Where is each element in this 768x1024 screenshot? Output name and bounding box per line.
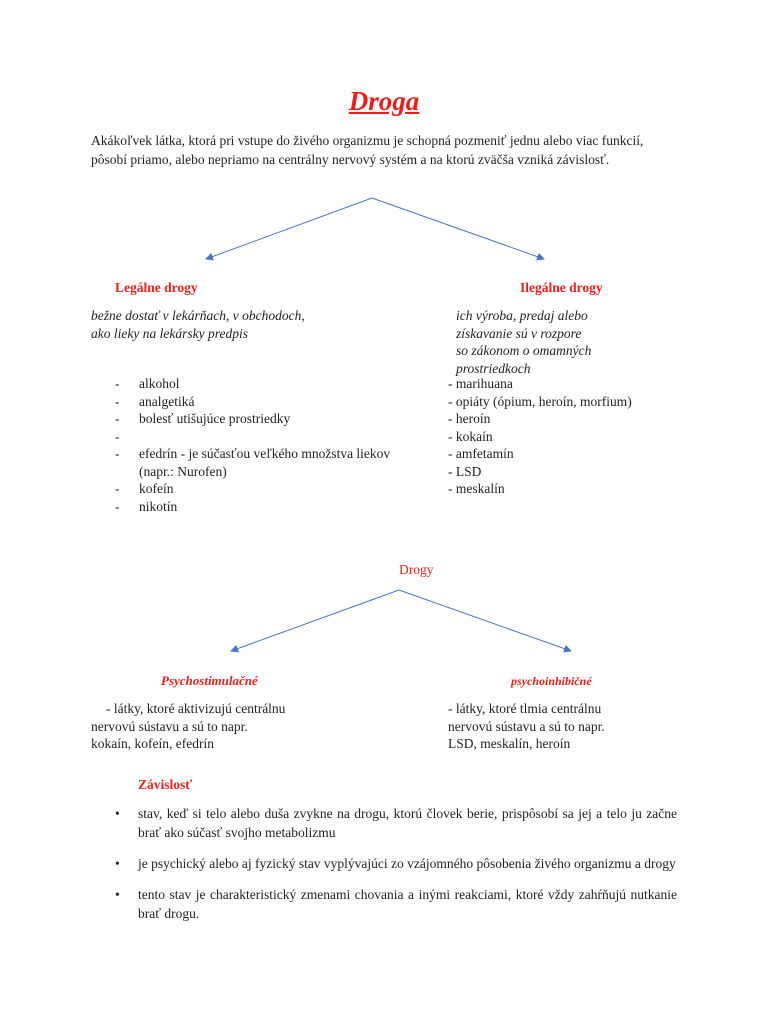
dependency-heading: Závislosť xyxy=(138,777,193,792)
list-item: - opiáty (ópium, heroín, morfium) xyxy=(448,393,632,409)
list-item: • tento stav je charakteristický zmenami chovania a inými reakciami, ktoré vždy zahŕňujú nutkanie brať drogu. xyxy=(115,887,677,921)
list-item: - efedrín - je súčasťou veľkého množstva liekov xyxy=(115,446,391,461)
list-item: - meskalín xyxy=(448,481,505,496)
legal-list xyxy=(115,375,445,515)
list-item: - LSD xyxy=(448,463,482,479)
list-item: - analgetiká xyxy=(115,393,195,409)
list-item: - alkohol xyxy=(115,376,180,391)
illegal-list xyxy=(448,375,632,498)
list-item: • stav, keď si telo alebo duša zvykne na drogu, ktorú človek berie, prispôsobí sa jej a telo ju začne brať ako súčasť svojho metabolizmu xyxy=(115,806,677,840)
list-item: - nikotín xyxy=(115,498,178,514)
arrow-to-stimulants xyxy=(231,590,399,651)
inhibitors-text: - látky, ktoré tlmia centrálnu nervovú sústavu a sú to napr. LSD, meskalín, heroín xyxy=(448,701,605,751)
stimulants-heading: Psychostimulačné xyxy=(161,673,258,688)
arrow-to-inhibitors xyxy=(399,590,571,651)
list-item: - bolesť utišujúce prostriedky xyxy=(115,411,291,426)
list-item: - heroín xyxy=(448,411,491,426)
arrow-to-legal xyxy=(206,198,372,259)
list-item: - marihuana xyxy=(448,376,513,391)
bullet-icon: • xyxy=(115,806,120,821)
list-item: • je psychický alebo aj fyzický stav vyplývajúci zo vzájomného pôsobenia živého organizmu a drogy xyxy=(115,856,676,871)
inhibitors-heading: psychoinhibičné xyxy=(511,674,592,688)
list-item: - amfetamín xyxy=(448,446,514,461)
illegal-note: ich výroba, predaj alebo získavanie sú v rozpore so zákonom o omamných prostriedkoch xyxy=(456,308,592,376)
page-title: Droga xyxy=(348,86,420,116)
dependency-list xyxy=(115,804,677,935)
list-item: - kofeín xyxy=(115,481,174,496)
list-item: - xyxy=(115,428,120,444)
list-item: (napr.: Nurofen) xyxy=(139,463,227,479)
intro-paragraph: Akákoľvek látka, ktorá pri vstupe do živého organizmu je schopná pozmeniť jednu alebo viac funkcií, pôsobí priamo, alebo nepriamo na centrálny nervový systém a na ktorú zväčša vzniká závislosť. xyxy=(91,133,644,167)
legal-heading: Legálne drogy xyxy=(115,280,198,295)
stimulants-text: - látky, ktoré aktivizujú centrálnu nervovú sústavu a sú to napr. kokaín, kofeín, efedrín xyxy=(91,701,286,751)
list-item: - kokaín xyxy=(448,428,493,444)
bullet-icon: • xyxy=(115,887,120,902)
illegal-heading: Ilegálne drogy xyxy=(520,280,603,295)
legal-note: bežne dostať v lekárňach, v obchodoch, ako lieky na lekársky predpis xyxy=(91,308,305,341)
bullet-icon: • xyxy=(115,856,120,871)
arrow-to-illegal xyxy=(372,198,544,259)
drugs-title: Drogy xyxy=(399,562,434,577)
